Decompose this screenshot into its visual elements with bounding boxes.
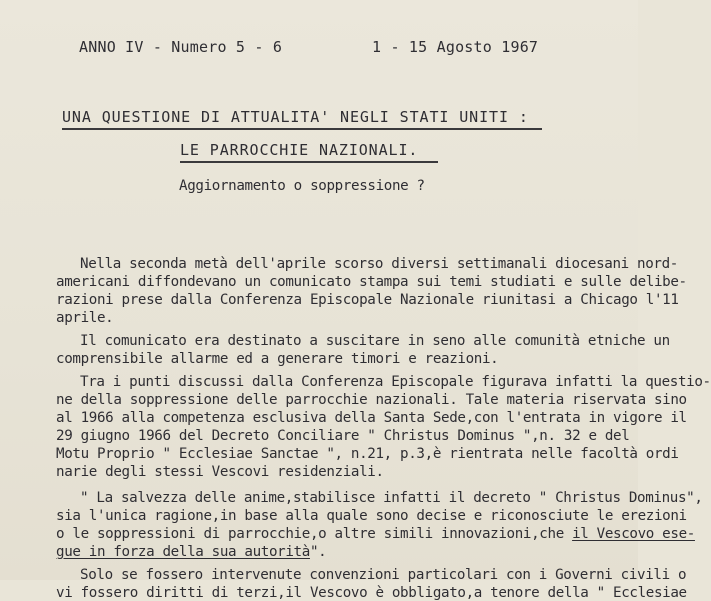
paragraph-4-text: ". xyxy=(309,544,327,560)
paragraph-1-line: razioni prese dalla Conferenza Episcopale Nazionale riunitasi a Chicago l'11 xyxy=(56,292,679,308)
underlined-quote-end: gue in forza della sua autorità xyxy=(56,544,310,560)
article-title-line-1: UNA QUESTIONE DI ATTUALITA' NEGLI STATI UNITI : xyxy=(62,108,529,126)
paragraph-4-line xyxy=(56,526,695,542)
paragraph-1-line: Nella seconda metà dell'aprile scorso diversi settimanali diocesani nord- xyxy=(80,256,678,272)
paragraph-4-line: sia l'unica ragione,in base alla quale sono decise e riconosciute le erezioni xyxy=(56,508,687,524)
issue-number: ANNO IV - Numero 5 - 6 xyxy=(79,38,283,56)
paragraph-3-line: Motu Proprio " Ecclesiae Sanctae ", n.21, p.3,è rientrata nelle facoltà ordi xyxy=(56,446,679,462)
title-underline-1 xyxy=(62,128,542,130)
paragraph-4-line: " La salvezza delle anime,stabilisce infatti il decreto " Christus Dominus", xyxy=(80,490,703,506)
underlined-quote: il Vescovo ese- xyxy=(572,526,695,542)
paragraph-3-line: 29 giugno 1966 del Decreto Conciliare " Christus Dominus ",n. 32 e del xyxy=(56,428,630,444)
paragraph-1-line: aprile. xyxy=(56,310,114,326)
paragraph-3-line: Tra i punti discussi dalla Conferenza Episcopale figurava infatti la questio- xyxy=(80,374,711,390)
title-underline-2 xyxy=(180,161,438,163)
paragraph-2-line: Il comunicato era destinato a suscitare in seno alle comunità etniche un xyxy=(80,333,670,349)
paragraph-5-line: vi fossero diritti di terzi,il Vescovo è obbligato,a tenore della " Ecclesiae xyxy=(56,585,687,601)
paragraph-3-line: narie degli stessi Vescovi residenziali. xyxy=(56,464,384,480)
paragraph-3-line: ne della soppressione delle parrocchie nazionali. Tale materia riservata sino xyxy=(56,392,687,408)
paragraph-1-line: americani diffondevano un comunicato stampa sui temi studiati e sulle delibe- xyxy=(56,274,687,290)
article-title-line-2: LE PARROCCHIE NAZIONALI. xyxy=(180,141,419,159)
issue-date: 1 - 15 Agosto 1967 xyxy=(372,38,539,56)
article-subtitle: Aggiornamento o soppressione ? xyxy=(179,178,425,194)
paragraph-2-line: comprensibile allarme ed a generare timori e reazioni. xyxy=(56,351,499,367)
paragraph-4-line xyxy=(56,544,326,560)
paragraph-5-line: Solo se fossero intervenute convenzioni particolari con i Governi civili o xyxy=(80,567,687,583)
paragraph-3-line: al 1966 alla competenza esclusiva della Santa Sede,con l'entrata in vigore il xyxy=(56,410,687,426)
paragraph-4-text: o le soppressioni di parrocchie,o altre simili innovazioni,che xyxy=(56,526,573,542)
